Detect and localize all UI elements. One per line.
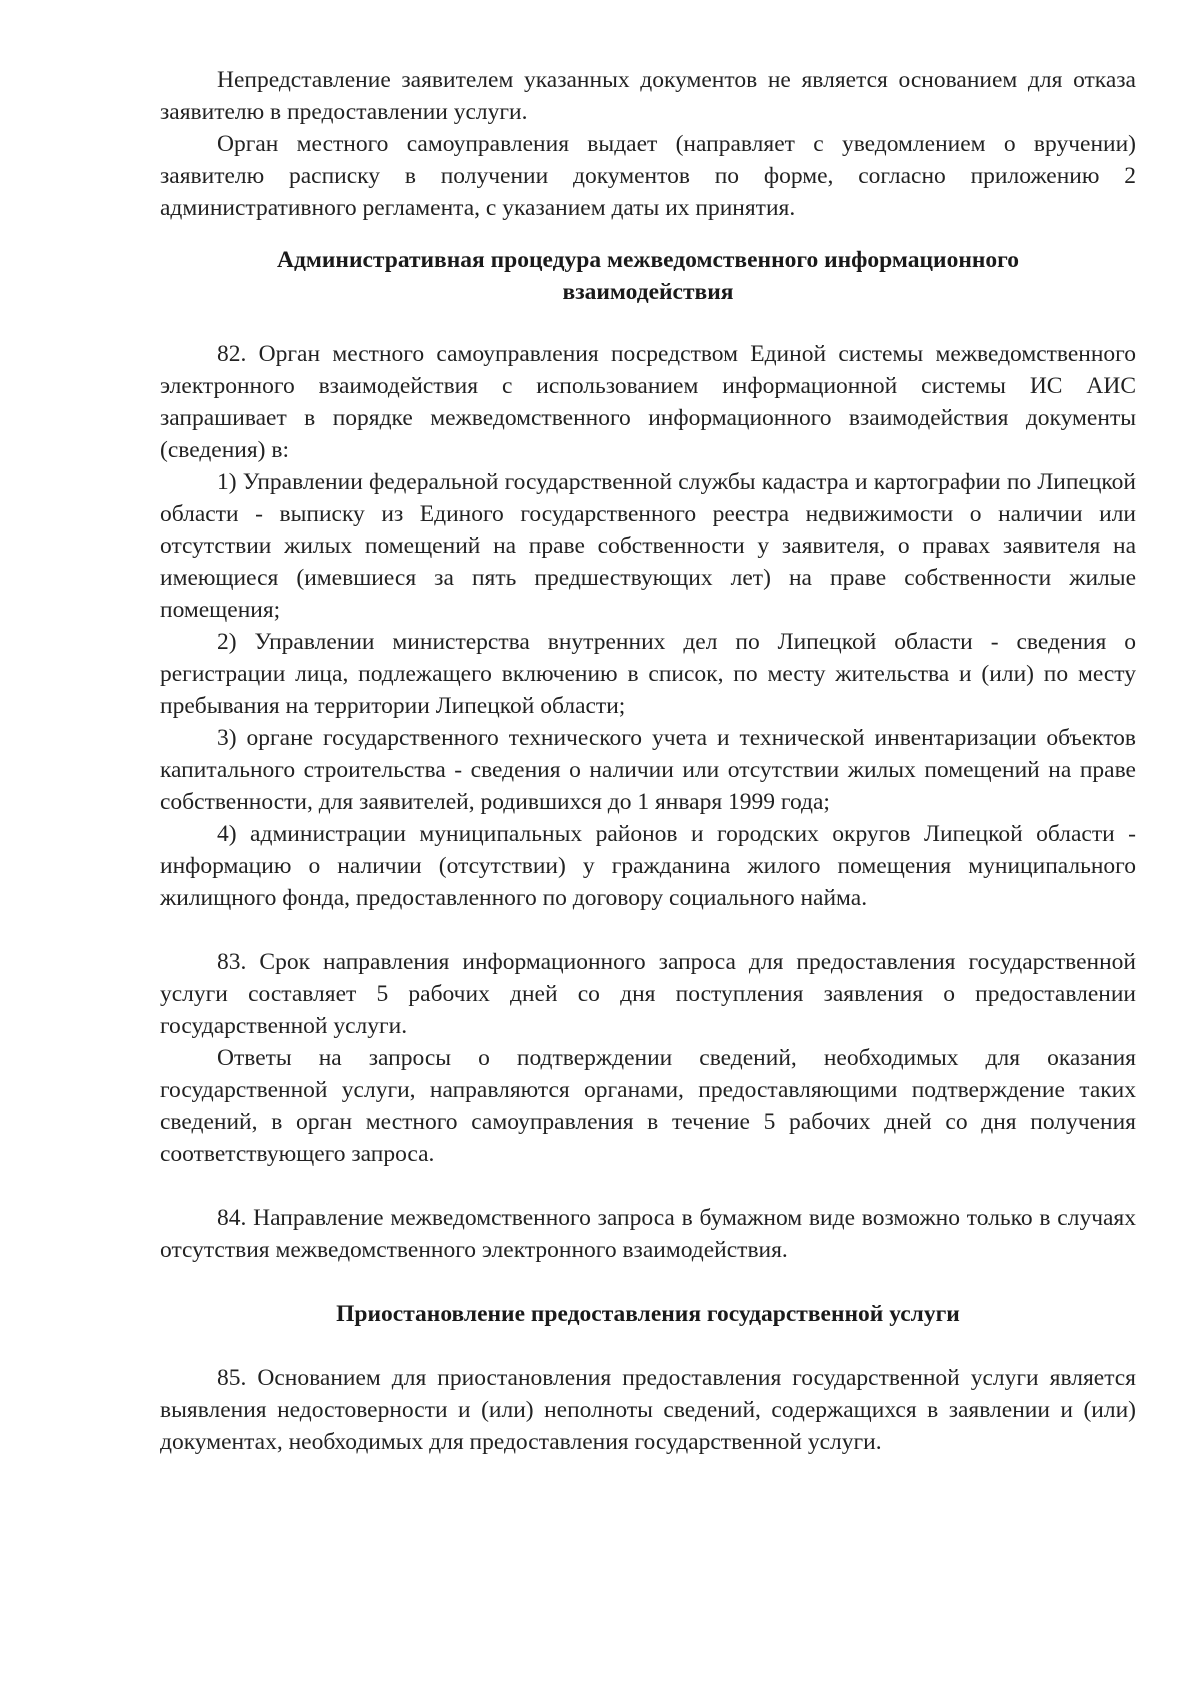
paragraph-not-grounds-for-refusal: Непредставление заявителем указанных документов не является основанием для отказа заявителю в предоставлении услуги. [160, 67, 1136, 125]
spacer [160, 1330, 1136, 1362]
document-page [160, 64, 1136, 1458]
list-item-1-rosreestr: 1) Управлении федеральной государственной службы кадастра и картографии по Липецкой области - выписку из Единого государственного реестра недвижимости о наличии или отсутствии жилых помещений на праве собственности у заявителя, о правах заявителя на имеющиеся (имевшиеся за пять предшествующих лет) на праве собственности жилые помещения; [160, 469, 1136, 623]
spacer [160, 914, 1136, 946]
list-item-4-municipal-administration: 4) администрации муниципальных районов и городских округов Липецкой области - информацию о наличии (отсутствии) у гражданина жилого помещения муниципального жилищного фонда, предоставленного по договору социального найма. [160, 821, 1136, 911]
spacer [160, 224, 1136, 244]
list-item-2-mvd: 2) Управлении министерства внутренних дел по Липецкой области - сведения о регистрации лица, подлежащего включению в список, по месту жительства и (или) по месту пребывания на территории Липецкой области; [160, 629, 1136, 719]
section-heading-line-1: Административная процедура межведомственного информационного [277, 247, 1019, 273]
paragraph-83: 83. Срок направления информационного запроса для предоставления государственной услуги составляет 5 рабочих дней со дня поступления заявления о предоставлении государственной услуги. [160, 949, 1136, 1039]
paragraph-85: 85. Основанием для приостановления предоставления государственной услуги является выявления недостоверности и (или) неполноты сведений, содержащихся в заявлении и (или) документах, необходимых для предоставления государственной услуги. [160, 1365, 1136, 1455]
paragraph-receipt-issuance: Орган местного самоуправления выдает (направляет с уведомлением о вручении) заявителю расписку в получении документов по форме, согласно приложению 2 административного регламента, с указанием даты их принятия. [160, 131, 1136, 221]
spacer [160, 1266, 1136, 1298]
paragraph-82: 82. Орган местного самоуправления посредством Единой системы межведомственного электронного взаимодействия с использованием информационной системы ИС АИС запрашивает в порядке межведомственного информационного взаимодействия документы (сведения) в: [160, 341, 1136, 463]
section-heading-suspension: Приостановление предоставления государственной услуги [336, 1301, 960, 1327]
paragraph-84: 84. Направление межведомственного запроса в бумажном виде возможно только в случаях отсутствия межведомственного электронного взаимодействия. [160, 1205, 1136, 1263]
section-heading-line-2: взаимодействия [562, 279, 734, 305]
list-item-3-technical-inventory: 3) органе государственного технического учета и технической инвентаризации объектов капитального строительства - сведения о наличии или отсутствии жилых помещений на праве собственности, для заявителей, родившихся до 1 января 1999 года; [160, 725, 1136, 815]
spacer [160, 308, 1136, 338]
paragraph-83-responses: Ответы на запросы о подтверждении сведений, необходимых для оказания государственной услуги, направляются органами, предоставляющими подтверждение таких сведений, в орган местного самоуправления в течение 5 рабочих дней со дня получения соответствующего запроса. [160, 1045, 1136, 1167]
section-heading-interagency [160, 244, 1136, 308]
spacer [160, 1170, 1136, 1202]
